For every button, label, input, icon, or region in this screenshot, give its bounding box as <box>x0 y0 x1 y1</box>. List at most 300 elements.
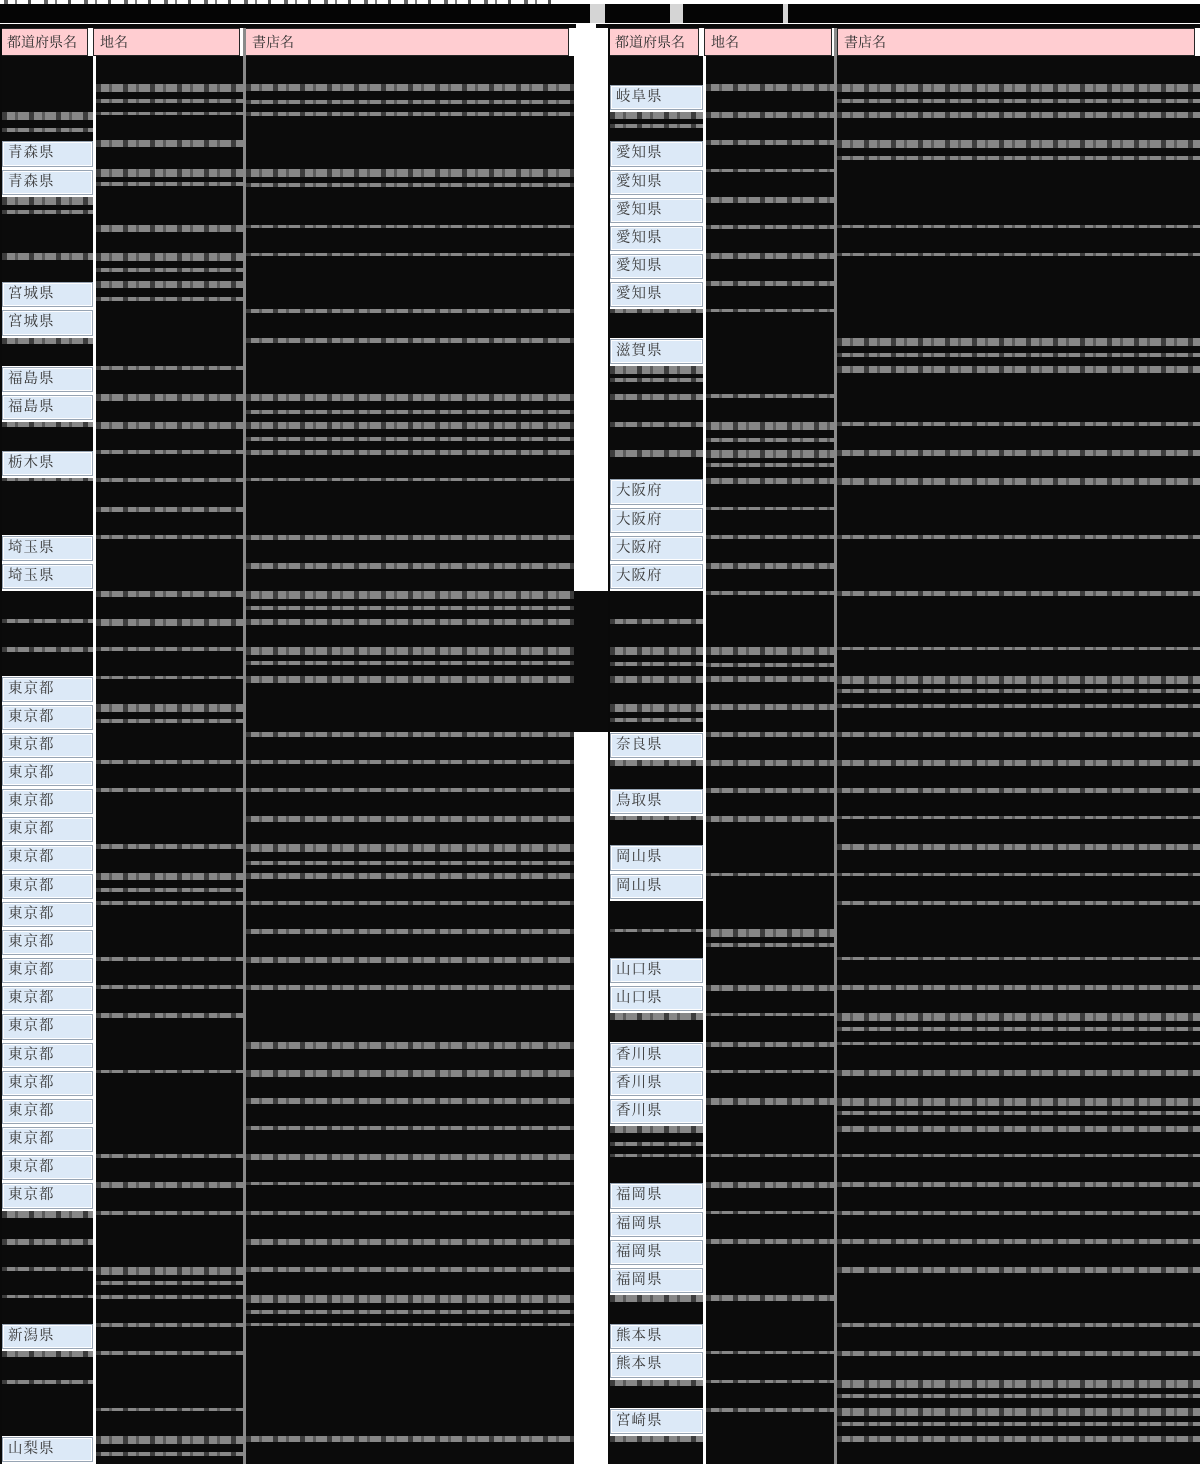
redacted-cell <box>96 1182 243 1211</box>
redaction-streak <box>706 732 834 737</box>
redaction-streak <box>610 1154 703 1157</box>
redacted-cell <box>706 676 834 705</box>
redacted-cell <box>2 478 93 507</box>
redaction-streak <box>837 535 1200 539</box>
redacted-cell <box>610 901 703 930</box>
redacted-cell <box>246 760 574 789</box>
redacted-cell <box>610 1436 703 1464</box>
redaction-streak <box>706 704 834 710</box>
redacted-cell <box>96 1211 243 1240</box>
redacted-cell <box>96 422 243 451</box>
redacted-cell <box>246 873 574 902</box>
redacted-cell <box>610 1126 703 1155</box>
redacted-cell <box>706 929 834 958</box>
redaction-streak <box>246 1098 574 1104</box>
redaction-streak <box>837 353 1200 357</box>
prefecture-cell: 山口県 <box>610 958 703 983</box>
redacted-cell <box>246 478 574 507</box>
redacted-cell <box>96 985 243 1014</box>
redacted-cell <box>837 1380 1200 1409</box>
redaction-streak <box>837 676 1200 684</box>
redacted-cell <box>610 816 703 845</box>
redaction-streak <box>2 1211 93 1218</box>
redaction-streak <box>96 99 243 103</box>
redaction-streak <box>246 1267 574 1272</box>
redacted-cell <box>2 1351 93 1380</box>
redacted-cell <box>837 1070 1200 1099</box>
table-body <box>608 56 1200 1464</box>
redacted-cell <box>246 338 574 367</box>
redaction-streak <box>837 1422 1200 1426</box>
redacted-cell <box>246 56 574 85</box>
table-body <box>0 56 574 1464</box>
redacted-cell <box>246 1013 574 1042</box>
redaction-streak <box>246 1295 574 1303</box>
prefecture-cell: 岡山県 <box>610 874 703 899</box>
redacted-cell <box>246 1267 574 1296</box>
redaction-streak <box>246 1310 574 1314</box>
redacted-cell <box>837 788 1200 817</box>
redacted-cell <box>610 56 703 85</box>
redacted-cell <box>246 1295 574 1324</box>
prefecture-cell: 愛知県 <box>610 226 703 251</box>
redacted-cell <box>837 873 1200 902</box>
redacted-cell <box>706 1323 834 1352</box>
redacted-cell <box>2 84 93 113</box>
redacted-cell <box>96 1239 243 1268</box>
prefecture-cell: 鳥取県 <box>610 789 703 814</box>
redacted-cell <box>837 1211 1200 1240</box>
redacted-cell <box>610 1380 703 1409</box>
redaction-streak <box>837 99 1200 103</box>
prefecture-cell: 山梨県 <box>2 1437 93 1462</box>
redaction-streak <box>246 901 574 905</box>
prefecture-cell: 東京都 <box>2 1155 93 1180</box>
redaction-streak <box>610 1436 703 1442</box>
prefecture-cell: 東京都 <box>2 1014 93 1039</box>
redacted-cell <box>706 1098 834 1127</box>
redacted-cell <box>706 1070 834 1099</box>
redaction-streak <box>837 873 1200 876</box>
redacted-cell <box>837 1126 1200 1155</box>
prefecture-cell: 熊本県 <box>610 1352 703 1377</box>
redaction-streak <box>246 1070 574 1077</box>
redacted-cell <box>246 1436 574 1464</box>
redacted-cell <box>2 591 93 620</box>
redaction-streak <box>610 619 703 624</box>
redaction-streak <box>96 1182 243 1188</box>
redacted-cell <box>610 1013 703 1042</box>
redacted-cell <box>2 507 93 536</box>
redaction-streak <box>246 873 574 879</box>
redacted-cell <box>837 563 1200 592</box>
redacted-cell <box>96 788 243 817</box>
redacted-cell <box>246 1126 574 1155</box>
redacted-cell <box>610 760 703 789</box>
redaction-streak <box>96 478 243 482</box>
redacted-cell <box>837 253 1200 282</box>
redacted-cell <box>706 140 834 169</box>
redacted-cell <box>2 1239 93 1268</box>
redacted-cell <box>837 647 1200 676</box>
redaction-streak <box>610 816 703 820</box>
redacted-cell <box>96 760 243 789</box>
redaction-streak <box>837 1070 1200 1076</box>
redaction-streak <box>837 366 1200 373</box>
bookstore-table-right <box>608 28 1200 1464</box>
prefecture-cell: 愛知県 <box>610 141 703 166</box>
redacted-cell <box>610 676 703 705</box>
redacted-cell <box>2 1408 93 1437</box>
redacted-cell <box>837 1098 1200 1127</box>
redaction-streak <box>837 816 1200 819</box>
prefecture-cell: 福島県 <box>2 395 93 420</box>
redaction-streak <box>706 438 834 442</box>
redacted-cell <box>246 450 574 479</box>
prefecture-cell: 東京都 <box>2 705 93 730</box>
redaction-streak <box>706 84 834 91</box>
redaction-streak <box>2 112 93 120</box>
redacted-cell <box>246 929 574 958</box>
redaction-streak <box>706 1154 834 1157</box>
table-left-border <box>608 28 610 1464</box>
redaction-streak <box>246 253 574 256</box>
redaction-streak <box>706 1182 834 1188</box>
column-header-prefecture: 都道府県名 <box>0 28 88 56</box>
redaction-streak <box>837 1111 1200 1115</box>
redacted-cell <box>706 1126 834 1155</box>
prefecture-cell: 東京都 <box>2 677 93 702</box>
redaction-streak <box>837 647 1200 650</box>
redaction-streak <box>706 985 834 991</box>
redaction-streak <box>96 844 243 849</box>
redaction-streak <box>246 478 574 481</box>
redacted-cell <box>246 704 574 733</box>
redacted-cell <box>837 450 1200 479</box>
redaction-streak <box>706 225 834 229</box>
redaction-streak <box>96 873 243 880</box>
redaction-streak <box>246 183 574 187</box>
redaction-streak <box>2 253 93 260</box>
redaction-streak <box>246 169 574 177</box>
redacted-cell <box>246 788 574 817</box>
redacted-cell <box>610 591 703 620</box>
redaction-streak <box>610 450 703 457</box>
prefecture-cell: 大阪府 <box>610 564 703 589</box>
redaction-streak <box>246 84 574 91</box>
redacted-cell <box>246 647 574 676</box>
redacted-cell <box>610 112 703 141</box>
redaction-streak <box>96 901 243 905</box>
redacted-cell <box>837 112 1200 141</box>
redaction-streak <box>706 647 834 655</box>
redaction-streak <box>706 676 834 682</box>
redacted-cell <box>837 816 1200 845</box>
redacted-cell <box>837 56 1200 85</box>
redaction-streak <box>246 647 574 655</box>
redacted-cell <box>610 929 703 958</box>
redaction-streak <box>96 507 243 512</box>
redacted-cell <box>246 422 574 451</box>
redacted-cell <box>96 591 243 620</box>
redaction-streak <box>2 210 93 214</box>
redaction-streak <box>246 760 574 764</box>
redaction-streak <box>837 450 1200 456</box>
redaction-streak <box>706 760 834 766</box>
redacted-cell <box>837 338 1200 367</box>
redaction-streak <box>96 788 243 792</box>
prefecture-cell: 大阪府 <box>610 479 703 504</box>
redaction-streak <box>837 788 1200 793</box>
redaction-streak <box>837 225 1200 228</box>
redacted-cell <box>96 1154 243 1183</box>
prefecture-cell: 愛知県 <box>610 282 703 307</box>
redacted-cell <box>706 535 834 564</box>
redacted-cell <box>2 253 93 282</box>
redaction-streak <box>96 719 243 723</box>
redaction-streak <box>246 225 574 228</box>
redacted-cell <box>610 647 703 676</box>
redaction-streak <box>246 619 574 625</box>
redacted-cell <box>706 169 834 198</box>
prefecture-cell: 東京都 <box>2 1043 93 1068</box>
redaction-streak <box>706 1380 834 1383</box>
redacted-cell <box>246 816 574 845</box>
redacted-cell <box>706 704 834 733</box>
redaction-streak <box>706 169 834 172</box>
redaction-streak <box>246 1239 574 1245</box>
redacted-cell <box>706 1351 834 1380</box>
prefecture-cell: 宮城県 <box>2 282 93 307</box>
redaction-streak <box>96 394 243 401</box>
redacted-cell <box>96 112 243 141</box>
column-divider <box>834 28 837 1464</box>
redacted-cell <box>837 84 1200 113</box>
redacted-cell <box>96 225 243 254</box>
redaction-streak <box>96 676 243 679</box>
redacted-cell <box>837 281 1200 310</box>
redacted-cell <box>706 844 834 873</box>
redacted-cell <box>837 422 1200 451</box>
redacted-cell <box>837 1013 1200 1042</box>
redacted-cell <box>706 1239 834 1268</box>
redacted-cell <box>96 535 243 564</box>
redaction-streak <box>96 1351 243 1355</box>
redacted-cell <box>706 1436 834 1464</box>
redacted-cell <box>837 366 1200 395</box>
redacted-cell <box>246 309 574 338</box>
redacted-cell <box>706 112 834 141</box>
redaction-streak <box>837 156 1200 160</box>
redacted-cell <box>96 704 243 733</box>
redacted-cell <box>96 197 243 226</box>
redaction-streak <box>706 929 834 937</box>
redacted-cell <box>837 929 1200 958</box>
redaction-streak <box>96 957 243 961</box>
redacted-cell <box>96 1098 243 1127</box>
redacted-cell <box>837 394 1200 423</box>
redaction-streak <box>706 394 834 398</box>
redaction-streak <box>246 1323 574 1326</box>
redaction-streak <box>706 1351 834 1354</box>
redaction-streak <box>96 422 243 429</box>
redacted-cell <box>96 1436 243 1464</box>
redacted-cell <box>837 169 1200 198</box>
redacted-cell <box>2 1211 93 1240</box>
redaction-streak <box>837 844 1200 850</box>
redacted-cell <box>706 84 834 113</box>
redaction-streak <box>246 100 574 104</box>
redaction-streak <box>96 1281 243 1285</box>
redaction-streak <box>837 689 1200 693</box>
redaction-streak <box>706 1098 834 1105</box>
redaction-streak <box>837 1211 1200 1215</box>
prefecture-cell: 山口県 <box>610 986 703 1011</box>
redaction-streak <box>96 704 243 712</box>
redacted-cell <box>246 1351 574 1380</box>
column-divider <box>243 28 246 1464</box>
redacted-cell <box>246 901 574 930</box>
column-header-prefecture: 都道府県名 <box>608 28 699 56</box>
redaction-streak <box>96 112 243 115</box>
prefecture-cell: 青森県 <box>2 170 93 195</box>
prefecture-cell: 福島県 <box>2 367 93 392</box>
prefecture-cell: 愛知県 <box>610 254 703 279</box>
prefecture-cell: 香川県 <box>610 1071 703 1096</box>
redaction-streak <box>96 1267 243 1275</box>
redacted-cell <box>246 1211 574 1240</box>
redacted-cell <box>706 197 834 226</box>
redacted-cell <box>96 929 243 958</box>
redacted-cell <box>2 647 93 676</box>
redaction-streak <box>610 124 703 128</box>
redacted-cell <box>246 591 574 620</box>
redaction-streak <box>837 1013 1200 1021</box>
prefecture-cell: 福岡県 <box>610 1268 703 1293</box>
redaction-streak <box>706 463 834 467</box>
prefecture-cell: 宮城県 <box>2 310 93 335</box>
redaction-streak <box>96 1154 243 1158</box>
redaction-streak <box>837 338 1200 346</box>
redaction-streak <box>246 394 574 401</box>
redacted-cell <box>96 1351 243 1380</box>
redaction-streak <box>2 478 93 481</box>
redaction-streak <box>837 1154 1200 1157</box>
redacted-cell <box>96 732 243 761</box>
redacted-cell <box>246 225 574 254</box>
redaction-streak <box>706 663 834 667</box>
redaction-streak <box>706 422 834 430</box>
redacted-cell <box>96 647 243 676</box>
redaction-streak <box>837 760 1200 766</box>
redaction-streak <box>837 84 1200 92</box>
prefecture-cell: 奈良県 <box>610 733 703 758</box>
redacted-cell <box>96 507 243 536</box>
prefecture-cell: 東京都 <box>2 1183 93 1208</box>
redacted-cell <box>837 676 1200 705</box>
redacted-cell <box>246 535 574 564</box>
redacted-cell <box>96 563 243 592</box>
redacted-cell <box>246 1323 574 1352</box>
redacted-cell <box>706 901 834 930</box>
redacted-cell <box>610 309 703 338</box>
redacted-cell <box>706 225 834 254</box>
redaction-streak <box>246 788 574 792</box>
redaction-streak <box>837 957 1200 960</box>
redaction-streak <box>96 888 243 892</box>
redaction-streak <box>246 861 574 865</box>
redaction-streak <box>610 422 703 427</box>
redacted-cell <box>246 985 574 1014</box>
redaction-streak <box>246 591 574 599</box>
redacted-cell <box>96 901 243 930</box>
redacted-cell <box>610 422 703 451</box>
redaction-streak <box>246 1154 574 1160</box>
redacted-cell <box>246 84 574 113</box>
redacted-cell <box>837 591 1200 620</box>
column-header-bookstore: 書店名 <box>245 28 569 56</box>
redacted-cell <box>246 253 574 282</box>
redaction-streak <box>706 309 834 312</box>
redacted-cell <box>96 394 243 423</box>
prefecture-cell: 大阪府 <box>610 508 703 533</box>
table-left-border <box>0 28 2 1464</box>
redaction-streak <box>246 1211 574 1215</box>
redaction-streak <box>837 1351 1200 1356</box>
redaction-streak <box>246 1126 574 1130</box>
redacted-cell <box>2 225 93 254</box>
redaction-streak <box>246 929 574 934</box>
redaction-streak <box>246 437 574 441</box>
prefecture-cell: 香川県 <box>610 1043 703 1068</box>
redacted-cell <box>837 140 1200 169</box>
redaction-streak <box>706 507 834 510</box>
prefecture-cell: 東京都 <box>2 1071 93 1096</box>
column-header-bookstore: 書店名 <box>837 28 1195 56</box>
prefecture-cell: 東京都 <box>2 930 93 955</box>
redacted-cell <box>837 704 1200 733</box>
redaction-streak <box>837 985 1200 990</box>
redacted-cell <box>837 1351 1200 1380</box>
redacted-cell <box>837 760 1200 789</box>
redacted-cell <box>96 56 243 85</box>
redacted-cell <box>610 1295 703 1324</box>
prefecture-cell: 宮崎県 <box>610 1409 703 1434</box>
redacted-cell <box>96 1013 243 1042</box>
prefecture-cell: 福岡県 <box>610 1183 703 1208</box>
redaction-streak <box>706 563 834 569</box>
prefecture-cell: 東京都 <box>2 874 93 899</box>
prefecture-cell: 東京都 <box>2 761 93 786</box>
redaction-streak <box>610 1142 703 1146</box>
redacted-cell <box>610 619 703 648</box>
redaction-streak <box>706 1070 834 1073</box>
redacted-cell <box>706 1295 834 1324</box>
redacted-cell <box>706 760 834 789</box>
redacted-title-block <box>683 4 783 23</box>
redacted-cell <box>246 394 574 423</box>
redaction-streak <box>246 422 574 429</box>
redaction-streak <box>610 1295 703 1302</box>
redaction-streak <box>96 182 243 186</box>
redacted-cell <box>706 1042 834 1071</box>
redaction-streak <box>2 338 93 344</box>
redacted-cell <box>2 56 93 85</box>
redaction-streak <box>96 253 243 261</box>
redaction-streak <box>837 140 1200 148</box>
redaction-streak <box>2 1380 93 1384</box>
redacted-cell-bridge <box>572 591 610 732</box>
